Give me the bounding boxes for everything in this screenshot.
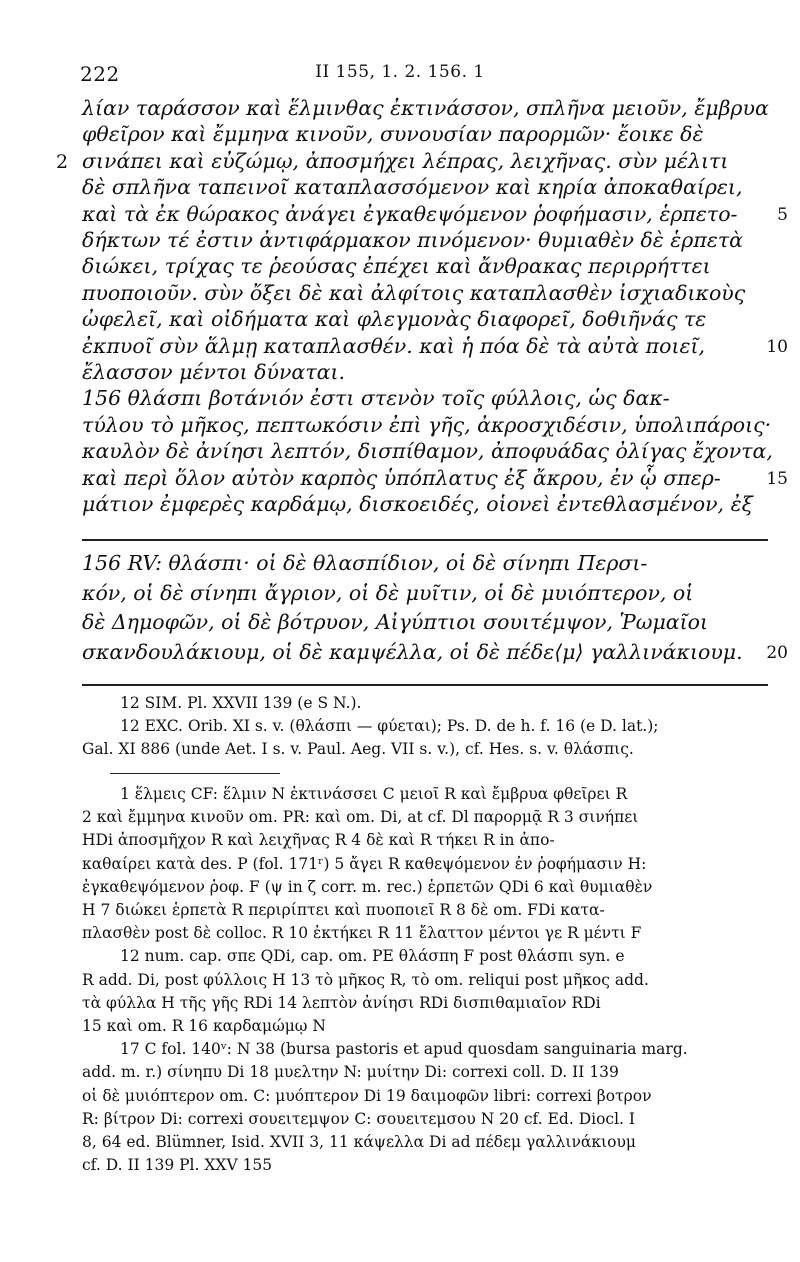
apparatus-line: πλασθὲν post δὲ colloc. R 10 ἐκτήκει R 11 ἔλαττον μέντοι γε R μέντι F: [82, 924, 642, 943]
line-text: 156 RV: θλάσπι· οἱ δὲ θλασπίδιον, οἱ δὲ σίνηπι Περσι-: [82, 551, 648, 575]
main-text-line: [82, 281, 768, 305]
line-number-right: 10: [766, 336, 788, 357]
line-text: σκανδουλάκιουμ, οἱ δὲ καμψέλλα, οἱ δὲ πέδε⟨μ⟩ γαλλινάκιουμ.: [82, 639, 743, 664]
line-text: δὲ σπλῆνα ταπεινοῖ καταπλασσόμενον καὶ κηρία ἀποκαθαίρει,: [82, 175, 743, 200]
line-number-right: 20: [766, 642, 788, 663]
main-text-line: [82, 492, 768, 516]
testimonia-divider: [82, 684, 768, 686]
synonyma-divider: [82, 539, 768, 541]
line-text: μάτιον ἐμφερὲς καρδάμῳ, δισκοειδές, οἱονεὶ ἐντεθλασμένον, ἐξ: [82, 492, 753, 516]
main-text-line: [82, 412, 772, 437]
main-text-line: [82, 202, 768, 226]
testimonia-line: 12 SIM. Pl. XXVII 139 (e S N.).: [120, 694, 362, 712]
line-text: ὠφελεῖ, καὶ οἰδήματα καὶ φλεγμονὰς διαφορεῖ, δοθιῆνάς τε: [82, 307, 707, 332]
main-text-line: [82, 254, 768, 278]
line-text: κόν, οἱ δὲ σίνηπι ἄγριον, οἱ δὲ μυῖτιν, οἱ δὲ μυιόπτερον, οἱ: [82, 580, 694, 605]
main-text-line: [82, 228, 768, 252]
line-text: πυοποιοῦν. σὺν ὄξει δὲ καὶ ἀλφίτοις καταπλασθὲν ἰσχιαδικοὺς: [82, 280, 746, 305]
apparatus-line: R add. Di, post φύλλοις H 13 τὸ μῆκος R, τὸ om. reliqui post μῆκος add.: [82, 970, 649, 989]
synonyma-line: [82, 551, 768, 575]
line-text: φθεῖρον καὶ ἔμμηνα κινοῦν, συνουσίαν παρορμῶν· ἔοικε δὲ: [82, 122, 704, 147]
line-text: καὶ περὶ ὅλον αὐτὸν καρπὸς ὑπόπλατυς ἐξ ἄκρου, ἐν ᾧ σπερ-: [82, 465, 721, 490]
main-text-line: [82, 175, 768, 199]
line-text: τύλου τὸ μῆκος, πεπτωκόσιν ἐπὶ γῆς, ἀκροσχιδέσιν, ὑπολιπάροις·: [82, 412, 772, 437]
line-text: καὶ τὰ ἐκ θώρακος ἀνάγει ἐγκαθεψόμενον ῥοφήμασιν, ἑρπετο-: [82, 201, 738, 226]
line-text: δὲ Δημοφῶν, οἱ δὲ βότρυον, Αἰγύπτιοι σουιτέμψον, Ῥωμαῖοι: [82, 610, 709, 634]
page-number: 222: [80, 62, 120, 86]
apparatus-line: 12 num. cap. σπε QDi, cap. om. PE θλάσπη F post θλάσπι syn. e: [120, 947, 625, 966]
apparatus-line: 2 καὶ ἔμμηνα κινοῦν om. PR: καὶ om. Di, at cf. Dl παρορμᾷ R 3 σινήπει: [82, 808, 639, 827]
apparatus-line: οἱ δὲ μυιόπτερον om. C: μυόπτερον Di 19 δαιμοφῶν libri: correxi βοτρον: [82, 1086, 652, 1105]
apparatus-line: 15 καὶ om. R 16 καρδαμώμῳ N: [82, 1017, 326, 1035]
apparatus-line: καθαίρει κατὰ des. P (fol. 171ʳ) 5 ἄγει R καθεψόμενον ἐν ῥοφήμασιν H:: [82, 854, 647, 873]
main-text-line: [82, 307, 768, 331]
line-text: λίαν ταράσσον καὶ ἕλμινθας ἐκτινάσσον, σπλῆνα μειοῦν, ἔμβρυα: [82, 96, 769, 120]
line-text: 156 θλάσπι βοτάνιόν ἐστι στενὸν τοῖς φύλλοις, ὡς δακ-: [82, 386, 670, 411]
synonyma-line: [82, 581, 768, 605]
running-title: II 155, 1. 2. 156. 1: [315, 62, 485, 82]
main-text-line: [82, 466, 768, 490]
synonyma-line: [82, 640, 768, 664]
apparatus-line: 8, 64 ed. Blümner, Isid. XVII 3, 11 κάψελλα Di ad πέδεμ γαλλινάκιουμ: [82, 1133, 636, 1151]
main-text-line: [82, 439, 773, 464]
apparatus-line: add. m. r.) σίνηπυ Di 18 μυελτην N: μυίτην Di: correxi coll. D. II 139: [82, 1063, 619, 1082]
line-number-right: 5: [777, 204, 788, 225]
main-text-line: [82, 386, 768, 410]
line-number-right: 15: [766, 468, 788, 489]
apparatus-divider: [110, 773, 280, 774]
line-text: ἐκπυοῖ σὺν ἅλμῃ καταπλασθέν. καὶ ἡ πόα δὲ τὰ αὐτὰ ποιεῖ,: [82, 333, 706, 358]
main-text-line: [82, 149, 768, 173]
main-text-line: [82, 334, 768, 358]
synonyma-line: [82, 610, 768, 634]
apparatus-line: ἐγκαθεψόμενον ῥοφ. F (ψ in ζ corr. m. rec.) ἑρπετῶν QDi 6 καὶ θυμιαθὲν: [82, 877, 653, 896]
main-text-line: [82, 96, 768, 120]
apparatus-line: τὰ φύλλα H τῆς γῆς RDi 14 λεπτὸν ἀνίησι RDi δισπιθαμιαῖον RDi: [82, 993, 601, 1012]
line-number-left: 2: [56, 150, 69, 173]
line-text: καυλὸν δὲ ἀνίησι λεπτόν, δισπίθαμον, ἀποφυάδας ὀλίγας ἔχοντα,: [82, 439, 773, 464]
main-text-line: [82, 122, 768, 146]
testimonia-line: Gal. XI 886 (unde Aet. I s. v. Paul. Aeg. VII s. v.), cf. Hes. s. v. θλάσπις.: [82, 740, 634, 758]
apparatus-line: 17 C fol. 140ᵛ: N 38 (bursa pastoris et apud quosdam sanguinaria marg.: [120, 1040, 688, 1059]
line-text: σινάπει καὶ εὐζώμῳ, ἀποσμήχει λέπρας, λειχῆνας. σὺν μέλιτι: [82, 148, 729, 173]
line-text: δήκτων τέ ἐστιν ἀντιφάρμακον πινόμενον· θυμιαθὲν δὲ ἑρπετὰ: [82, 228, 744, 252]
apparatus-line: 1 ἕλμεις CF: ἕλμιν N ἐκτινάσσει C μειοῖ R καὶ ἔμβρυα φθεῖρει R: [120, 785, 628, 803]
apparatus-line: H 7 διώκει ἑρπετὰ R περιρίπτει καὶ πυοποιεῖ R 8 δὲ om. FDi κατα-: [82, 901, 605, 919]
apparatus-line: cf. D. II 139 Pl. XXV 155: [82, 1156, 273, 1175]
apparatus-line: R: βίτρον Di: correxi σουειτεμψον C: σουειτεμσου N 20 cf. Ed. Diocl. I: [82, 1109, 636, 1128]
line-text: ἔλασσον μέντοι δύναται.: [82, 360, 346, 384]
testimonia-line: 12 EXC. Orib. XI s. v. (θλάσπι — φύεται); Ps. D. de h. f. 16 (e D. lat.);: [120, 717, 659, 735]
line-text: διώκει, τρίχας τε ῥεούσας ἐπέχει καὶ ἄνθρακας περιρρήττει: [82, 254, 711, 279]
apparatus-line: HDi ἀποσμῆχον R καὶ λειχῆνας R 4 δὲ καὶ R τήκει R in ἀπο-: [82, 831, 555, 850]
main-text-line: [82, 360, 768, 384]
page-header: [80, 62, 720, 86]
